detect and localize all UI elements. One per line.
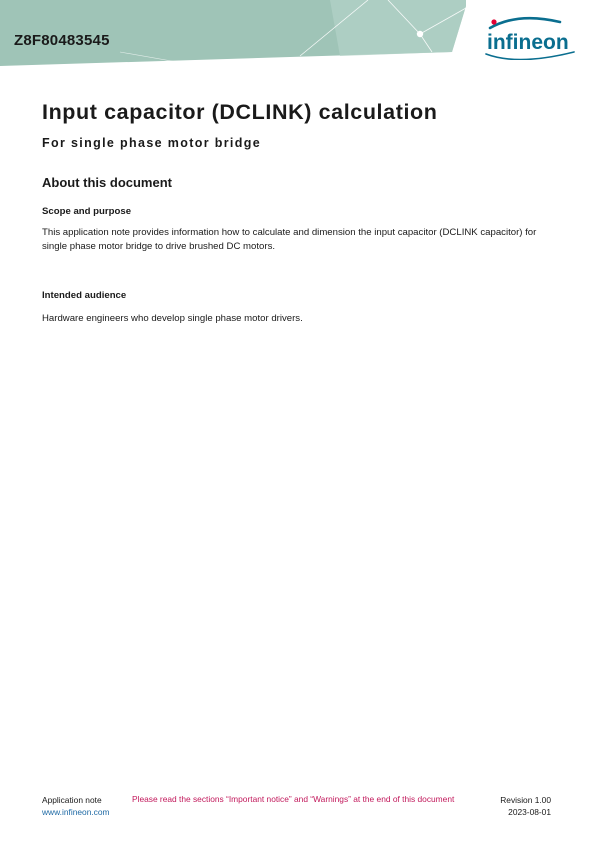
footer-date: 2023-08-01 xyxy=(508,807,551,817)
footer-doc-type: Application note xyxy=(42,795,102,805)
audience-heading: Intended audience xyxy=(42,290,127,301)
footer-left xyxy=(42,794,110,818)
footer-revision: Revision 1.00 xyxy=(500,795,551,805)
scope-text: This application note provides information how to calculate and dimension the input capacitor (DCLINK capacitor) for single phase motor bridge to drive brushed DC motors. xyxy=(42,227,537,252)
logo-wordmark: infineon xyxy=(487,31,569,54)
footer-right xyxy=(500,794,551,818)
footer-website-link[interactable]: www.infineon.com xyxy=(42,807,110,817)
about-heading: About this document xyxy=(42,175,172,190)
page-title: Input capacitor (DCLINK) calculation xyxy=(42,100,438,124)
audience-text: Hardware engineers who develop single phase motor drivers. xyxy=(42,313,303,324)
footer-notice: Please read the sections “Important notice” and “Warnings” at the end of this document xyxy=(132,794,455,804)
page-subtitle: For single phase motor bridge xyxy=(42,136,262,150)
infineon-logo xyxy=(478,14,582,60)
document-id: Z8F80483545 xyxy=(14,32,110,49)
scope-heading: Scope and purpose xyxy=(42,206,132,217)
